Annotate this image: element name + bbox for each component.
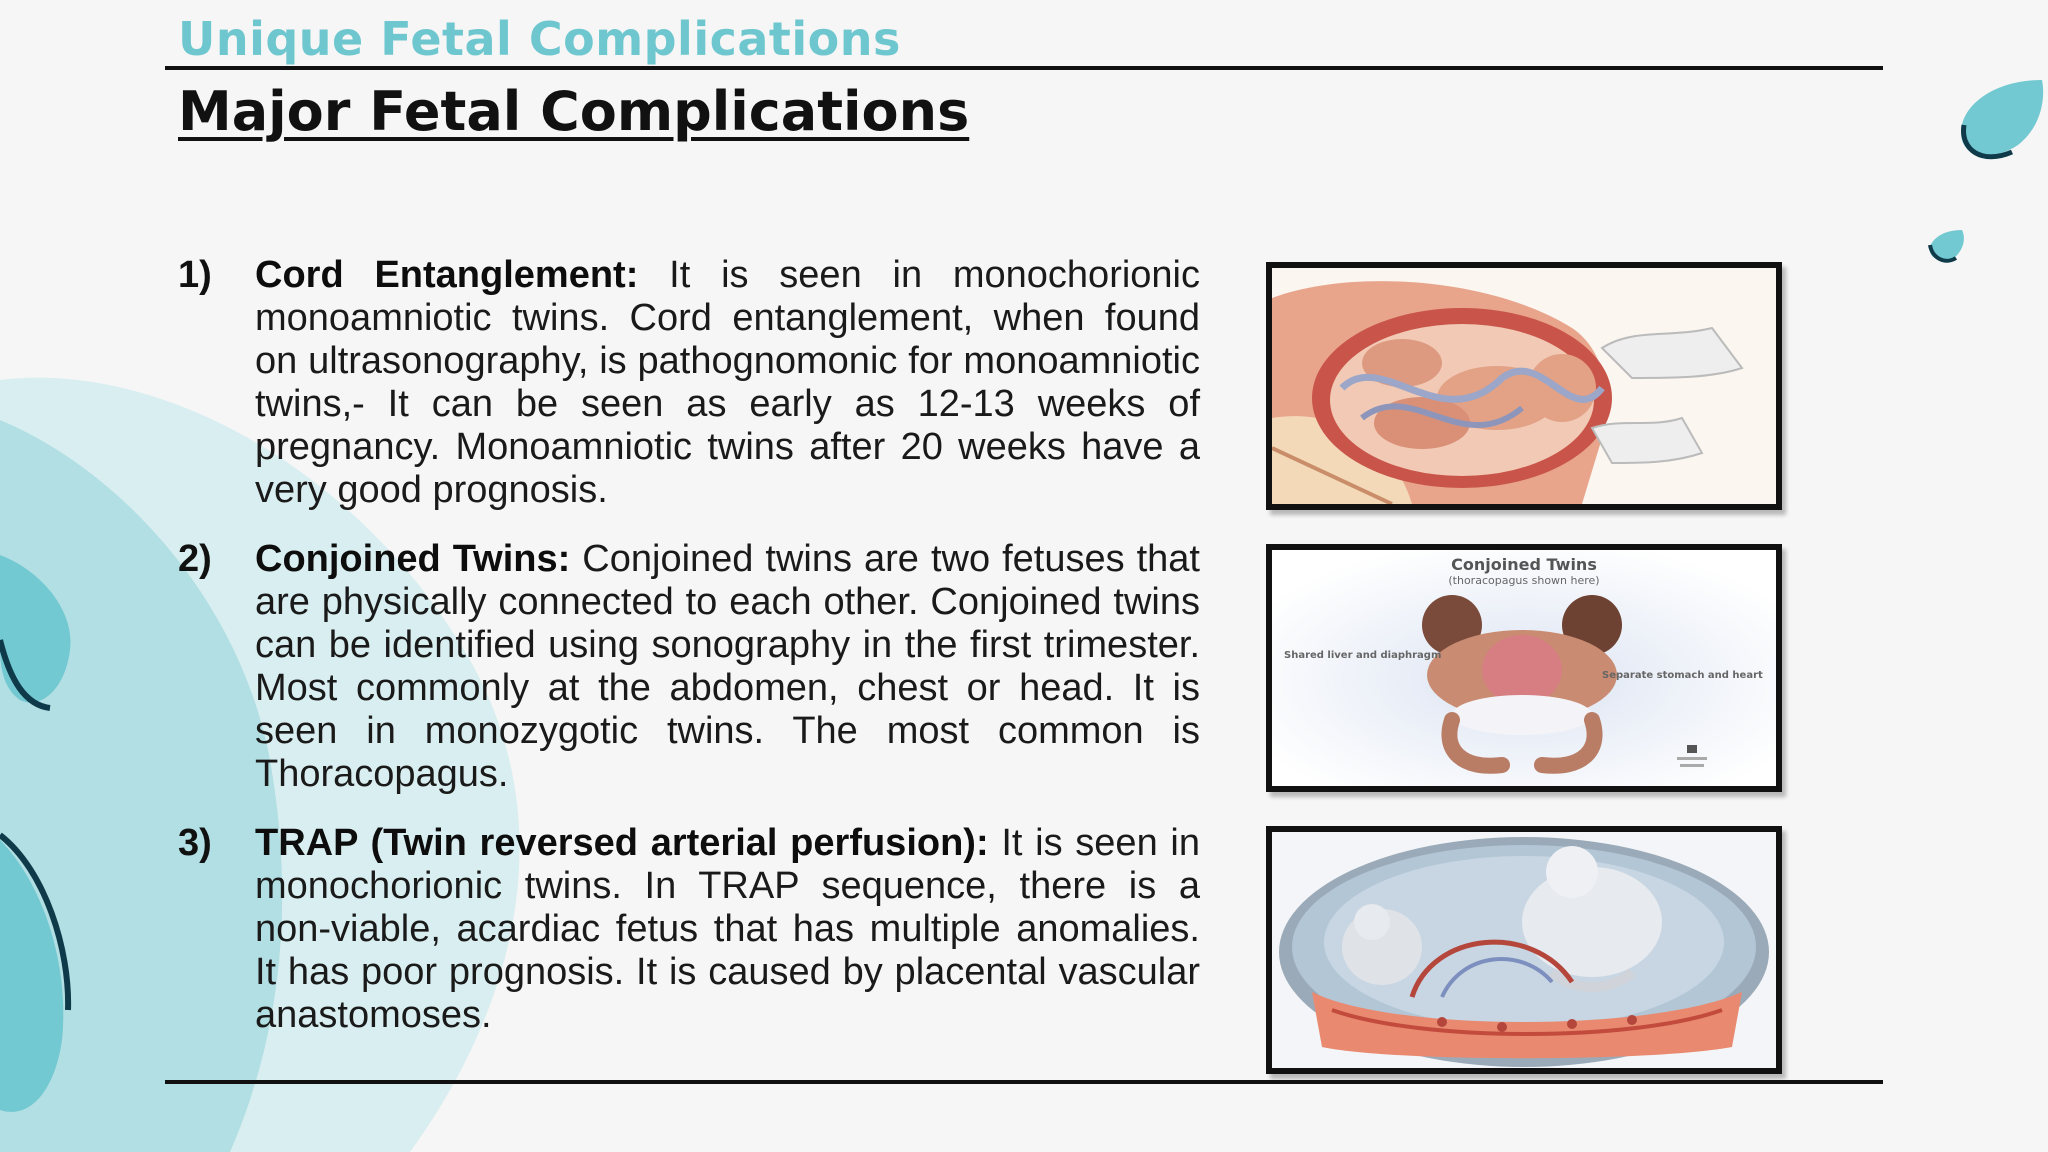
list-item-term: Cord Entanglement: (255, 254, 639, 296)
bottom-divider (165, 1080, 1883, 1084)
list-number: 1) (178, 254, 212, 296)
list-item-conjoined-twins (178, 538, 1200, 796)
image-label-left (1284, 650, 1441, 661)
list-item-text (255, 538, 1200, 796)
conjoined-twins-illustration (1266, 544, 1782, 792)
list-item-description: Conjoined twins are two fetuses that are physically connected to each other. Conjoined twins can be identified using sonography in the first trimester. Most commonly at the abdomen, chest or head. It is seen in monozygotic twins. The most common is Thoracopagus. (255, 538, 1200, 795)
image-label-right (1602, 670, 1763, 681)
list-item-description: It is seen in monochorionic monoamniotic twins. Cord entanglement, when found on ultrasonography, is pathognomonic for monoamniotic twins,- It can be seen as early as 12-13 weeks of pregnancy. Monoamniotic twins after 20 weeks have a very good prognosis. (255, 254, 1200, 511)
list-item-term: Conjoined Twins: (255, 538, 571, 580)
label-left-text: Shared liver and diaphragm (1284, 650, 1442, 661)
list-number: 3) (178, 822, 212, 864)
page-title: Major Fetal Complications (178, 80, 970, 143)
list-item-term: TRAP (Twin reversed arterial perfusion): (255, 822, 989, 864)
trap-sequence-illustration (1266, 826, 1782, 1074)
cord-entanglement-illustration (1266, 262, 1782, 510)
list-number: 2) (178, 538, 212, 580)
complications-list (178, 254, 1200, 1063)
list-item-trap (178, 822, 1200, 1037)
top-divider (165, 66, 1883, 70)
label-right-text: Separate stomach and heart (1602, 670, 1763, 681)
teal-drop-icon-large (1961, 80, 2043, 156)
list-item-cord-entanglement (178, 254, 1200, 512)
image-title: Conjoined Twins (1451, 555, 1597, 574)
list-item-description: It is seen in monochorionic twins. In TRAP sequence, there is a non-viable, acardiac fetus that has multiple anomalies. It has poor prognosis. It is caused by placental vascular anastomoses. (255, 822, 1200, 1036)
list-item-text (255, 822, 1200, 1037)
section-kicker: Unique Fetal Complications (178, 12, 901, 66)
image-subtitle: (thoracopagus shown here) (1448, 574, 1600, 587)
list-item-text (255, 254, 1200, 512)
